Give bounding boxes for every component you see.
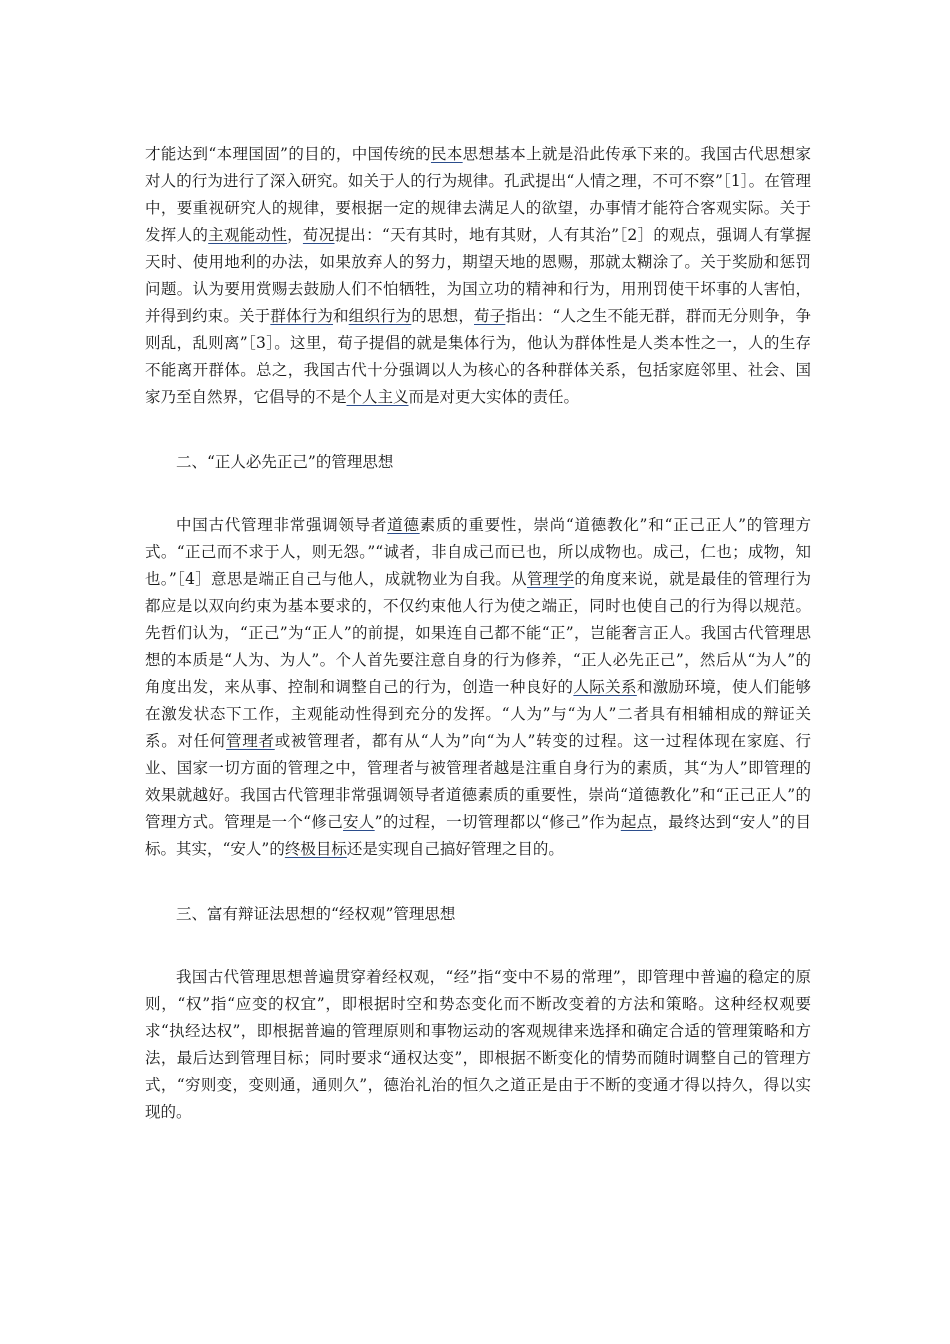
- document-page: [145, 141, 811, 1126]
- text-run: 思想的“经权观”管理思想: [284, 905, 456, 923]
- term-link[interactable]: 群体行为: [270, 307, 333, 325]
- term-link[interactable]: 主观能动性: [208, 226, 288, 244]
- term-link[interactable]: 人际关系: [573, 678, 637, 696]
- text-run: 和: [333, 307, 349, 325]
- text-run: ，最终达到“安人”的目标。其实，“安人”的: [145, 813, 811, 858]
- term-link[interactable]: 道德: [387, 516, 420, 534]
- term-link[interactable]: 辩证法: [238, 905, 285, 923]
- section-heading-2: 二、“正人必先正己”的管理思想: [176, 453, 394, 471]
- term-link[interactable]: 个人主义: [346, 388, 409, 406]
- paragraph-1: [145, 141, 811, 411]
- text-run: 的思想，: [411, 307, 475, 325]
- term-link[interactable]: 荀子: [474, 307, 506, 325]
- text-run: 提出：“天有其时，地有其财，人有其治”［2］的观点，强调人有掌握天时、使用地利的办法，如果放弃人的努力，期望天地的恩赐，那就太糊涂了。关于奖励和惩罚问题。认为要用赏赐去鼓励人们不怕牺牲，为国立功的精神和行为，用刑罚使干坏事的人害怕，并得到约束。关于: [145, 226, 811, 325]
- term-link[interactable]: 管理者: [226, 732, 275, 750]
- paragraph-3: 我国古代管理思想普遍贯穿着经权观，“经”指“变中不易的常理”，即管理中普遍的稳定的原则，“权”指“应变的权宜”，即根据时空和势态变化而不断改变着的方法和策略。这种经权观要求“执经达权”，即根据普遍的管理原则和事物运动的客观规律来选择和确定合适的管理策略和方法，最后达到管理目标；同时要求“通权达变”，即根据不断变化的情势而随时调整自己的管理方式，“穷则变，变则通，通则久”，德治礼治的恒久之道正是由于不断的变通才得以持久，得以实现的。: [145, 968, 811, 1121]
- text-run: 素质的重要性，崇尚“道德教化”和“正己正人”的管理方式。“正己而不求于人，则无怨。”“诚者，非自成己而已也，所以成物也。成己，仁也；成物，知也。”［4］意思是端正自己与他人，成就物业为自我。从: [145, 516, 811, 588]
- text-run: 的角度来说，就是最佳的管理行为都应是以双向约束为基本要求的，不仅约束他人行为使之端正，同时也使自己的行为得以规范。先哲们认为，“正己”为“正人”的前提，如果连自己都不能“正”，岂能奢言正人。我国古代管理思想的本质是“人为、为人”。个人首先要注意自身的行为修养，“正人必先正己”，然后从“为人”的角度出发，来从事、控制和调整自己的行为，创造一种良好的: [145, 570, 811, 696]
- term-link[interactable]: 组织行为: [348, 307, 412, 325]
- text-run: 思想基本上就是沿此传承下来的。我国古代思想家对人的行为进行了深入研究。如关于人的行为规律。孔武提出“人情之理，不可不察”［1］。在管理中，要重视研究人的规律，要根据一定的规律去满足人的欲望，办事情才能符合客观实际。关于发挥人的: [145, 145, 811, 244]
- spacer: [145, 411, 811, 449]
- text-run: 三、富有: [176, 905, 239, 923]
- term-link[interactable]: 民本: [430, 145, 463, 163]
- spacer: [145, 928, 811, 964]
- text-run: 和激励环境，使人们能够在激发状态下工作，主观能动性得到充分的发挥。“人为”与“为人”二者具有相辅相成的辩证关系。对任何: [145, 678, 811, 750]
- text-run: 才能达到“本理国固”的目的，中国传统的: [145, 145, 431, 163]
- text-run: 或被管理者，都有从“人为”向“为人”转变的过程。这一过程体现在家庭、行业、国家一切方面的管理之中，管理者与被管理者越是注重自身行为的素质，其“为人”即管理的效果就越好。我国古代管理非常强调领导者道德素质的重要性，崇尚“道德教化”和“正己正人”的管理方式。管理是一个“修己: [145, 732, 811, 831]
- term-link[interactable]: 荀况: [302, 226, 335, 244]
- term-link[interactable]: 安人: [343, 813, 375, 831]
- text-run: ”的过程，一切管理都以“修己”作为: [374, 813, 621, 831]
- paragraph-2: [145, 512, 811, 863]
- text-run: 还是实现自己搞好管理之目的。: [346, 840, 564, 858]
- spacer: [145, 863, 811, 901]
- spacer: [145, 476, 811, 512]
- term-link[interactable]: 终极目标: [284, 840, 347, 858]
- text-run: ，: [287, 226, 303, 244]
- text-run: 而是对更大实体的责任。: [408, 388, 580, 406]
- text-run: 指出：“人之生不能无群，群而无分则争，争则乱，乱则离”［3］。这里，荀子提倡的就是集体行为，他认为群体性是人类本性之一，人的生存不能离开群体。总之，我国古代十分强调以人为核心的各种群体关系，包括家庭邻里、社会、国家乃至自然界，它倡导的不是: [145, 307, 811, 406]
- term-link[interactable]: 起点: [620, 813, 653, 831]
- text-run: 中国古代管理非常强调领导者: [176, 516, 388, 534]
- term-link[interactable]: 管理学: [526, 570, 575, 588]
- section-heading-3: [145, 901, 811, 928]
